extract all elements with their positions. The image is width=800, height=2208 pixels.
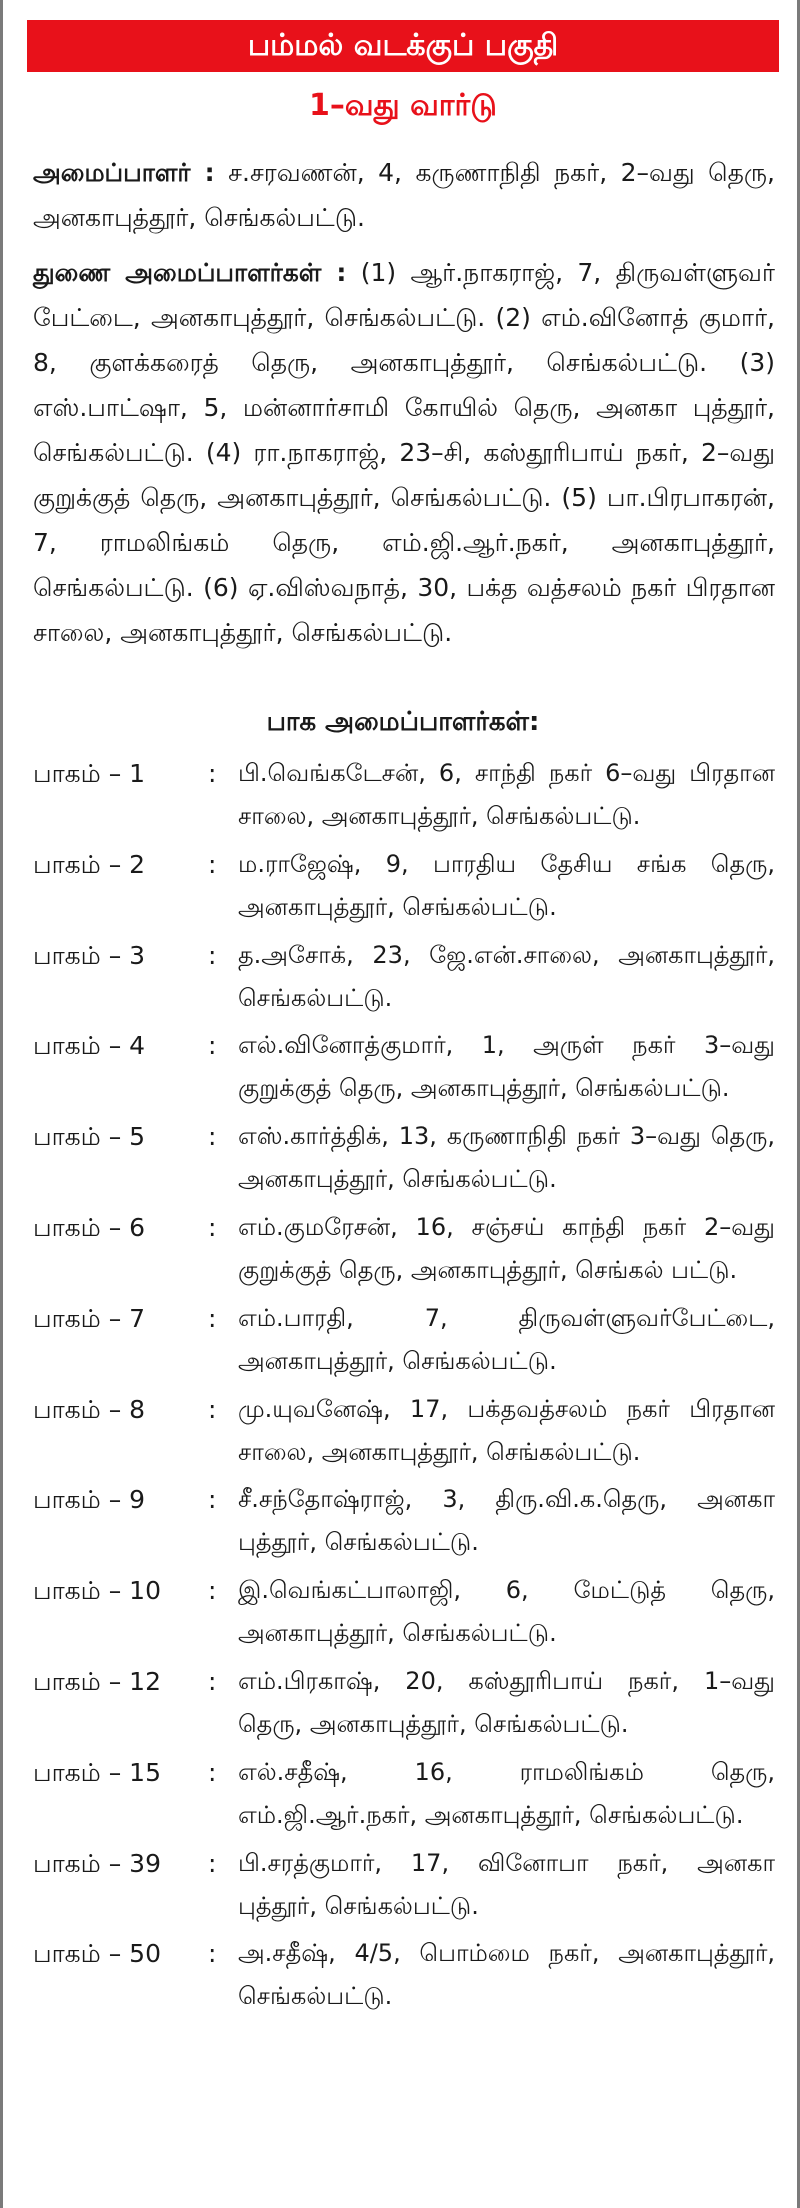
booth-number: பாகம் – 15 [33,1757,161,1787]
booth-row [3,752,800,838]
deputies-paragraph [33,250,775,655]
booth-row [3,1478,800,1564]
booth-address: ம.ராஜேஷ், 9, பாரதிய தேசிய சங்க தெரு, அனகாபுத்தூர், செங்கல்பட்டு. [238,849,775,921]
booth-row [3,1297,800,1383]
deputies-label: துணை அமைப்பாளர்கள் : [33,258,347,287]
booth-address: த.அசோக், 23, ஜே.என்.சாலை, அனகாபுத்தூர், செங்கல்பட்டு. [238,940,775,1012]
deputies-text: (1) ஆர்.நாகராஜ், 7, திருவள்ளுவர் பேட்டை, அனகாபுத்தூர், செங்கல்பட்டு. (2) எம்.வினோத் குமார், 8, குளக்கரைத் தெரு, அனகாபுத்தூர், செங்கல்பட்டு. (3) எஸ்.பாட்ஷா, 5, மன்னார்சாமி கோயில் தெரு, அனகா புத்தூர், செங்கல்பட்டு. (4) ரா.நாகராஜ், 23–சி, கஸ்தூரிபாய் நகர், 2–வது குறுக்குத் தெரு, அனகாபுத்தூர், செங்கல்பட்டு. (5) பா.பிரபாகரன், 7, ராமலிங்கம் தெரு, எம்.ஜி.ஆர்.நகர், அனகாபுத்தூர், செங்கல்பட்டு. (6) ஏ.விஸ்வநாத், 30, பக்த வத்சலம் நகர் பிரதான சாலை, அனகாபுத்தூர், செங்கல்பட்டு. [33,258,775,647]
booth-separator: : [208,1303,217,1333]
booth-row [3,1388,800,1474]
booth-address: எம்.குமரேசன், 16, சஞ்சய் காந்தி நகர் 2–வது குறுக்குத் தெரு, அனகாபுத்தூர், செங்கல் பட்டு. [238,1212,775,1284]
booth-separator: : [208,1212,217,1242]
booth-row [3,1206,800,1292]
booth-row [3,1932,800,2018]
booth-separator: : [208,1576,217,1606]
booth-number: பாகம் – 8 [33,1394,146,1424]
booth-row [3,843,800,929]
booth-number: பாகம் – 5 [33,1122,146,1152]
booth-separator: : [208,1848,217,1878]
booth-address: பி.சரத்குமார், 17, வினோபா நகர், அனகா புத்தூர், செங்கல்பட்டு. [238,1848,775,1920]
booth-address: எம்.பாரதி, 7, திருவள்ளுவர்பேட்டை, அனகாபுத்தூர், செங்கல்பட்டு. [238,1303,775,1375]
booth-row [3,1842,800,1928]
booth-address: எஸ்.கார்த்திக், 13, கருணாநிதி நகர் 3–வது தெரு, அனகாபுத்தூர், செங்கல்பட்டு. [238,1122,775,1194]
booth-organizers-heading: பாக அமைப்பாளர்கள்: [266,707,540,737]
booth-row [3,1115,800,1201]
booth-address: மு.யுவனேஷ், 17, பக்தவத்சலம் நகர் பிரதான சாலை, அனகாபுத்தூர், செங்கல்பட்டு. [238,1394,775,1466]
organizer-label: அமைப்பாளர் : [33,158,215,187]
booth-number: பாகம் – 39 [33,1848,161,1878]
booth-number: பாகம் – 2 [33,849,146,879]
booth-address: அ.சதீஷ், 4/5, பொம்மை நகர், அனகாபுத்தூர், செங்கல்பட்டு. [238,1939,775,2011]
booth-separator: : [208,1666,217,1696]
booth-number: பாகம் – 6 [33,1212,146,1242]
booth-list [3,752,800,2023]
booth-address: எல்.சதீஷ், 16, ராமலிங்கம் தெரு, எம்.ஜி.ஆர்.நகர், அனகாபுத்தூர், செங்கல்பட்டு. [238,1757,775,1829]
booth-row [3,934,800,1020]
booth-address: எம்.பிரகாஷ், 20, கஸ்தூரிபாய் நகர், 1–வது தெரு, அனகாபுத்தூர், செங்கல்பட்டு. [238,1666,775,1738]
booth-number: பாகம் – 4 [33,1031,146,1061]
booth-separator: : [208,940,217,970]
booth-separator: : [208,1757,217,1787]
booth-separator: : [208,1394,217,1424]
booth-address: இ.வெங்கட்பாலாஜி, 6, மேட்டுத் தெரு, அனகாபுத்தூர், செங்கல்பட்டு. [238,1576,775,1648]
booth-address: சீ.சந்தோஷ்ராஜ், 3, திரு.வி.க.தெரு, அனகா புத்தூர், செங்கல்பட்டு. [238,1485,775,1557]
booth-separator: : [208,759,217,788]
booth-separator: : [208,1939,217,1969]
booth-row [3,1751,800,1837]
ward-heading: 1–வது வார்டு [309,88,497,123]
booth-row [3,1660,800,1746]
booth-separator: : [208,849,217,879]
booth-address: எல்.வினோத்குமார், 1, அருள் நகர் 3–வது குறுக்குத் தெரு, அனகாபுத்தூர், செங்கல்பட்டு. [238,1031,775,1103]
booth-address: பி.வெங்கடேசன், 6, சாந்தி நகர் 6–வது பிரதான சாலை, அனகாபுத்தூர், செங்கல்பட்டு. [238,759,775,830]
booth-number: பாகம் – 12 [33,1666,161,1696]
organizer-paragraph [33,150,775,240]
booth-number: பாகம் – 50 [33,1939,161,1969]
booth-separator: : [208,1031,217,1061]
booth-number: பாகம் – 9 [33,1485,146,1515]
booth-number: பாகம் – 1 [33,759,146,788]
booth-number: பாகம் – 3 [33,940,146,970]
booth-row [3,1024,800,1110]
booth-separator: : [208,1122,217,1152]
booth-row [3,1569,800,1655]
booth-separator: : [208,1485,217,1515]
section-title-banner: பம்மல் வடக்குப் பகுதி [27,20,779,72]
booth-number: பாகம் – 10 [33,1576,161,1606]
organizer-text: ச.சரவணன், 4, கருணாநிதி நகர், 2–வது தெரு, அனகாபுத்தூர், செங்கல்பட்டு. [33,158,775,232]
booth-number: பாகம் – 7 [33,1303,146,1333]
